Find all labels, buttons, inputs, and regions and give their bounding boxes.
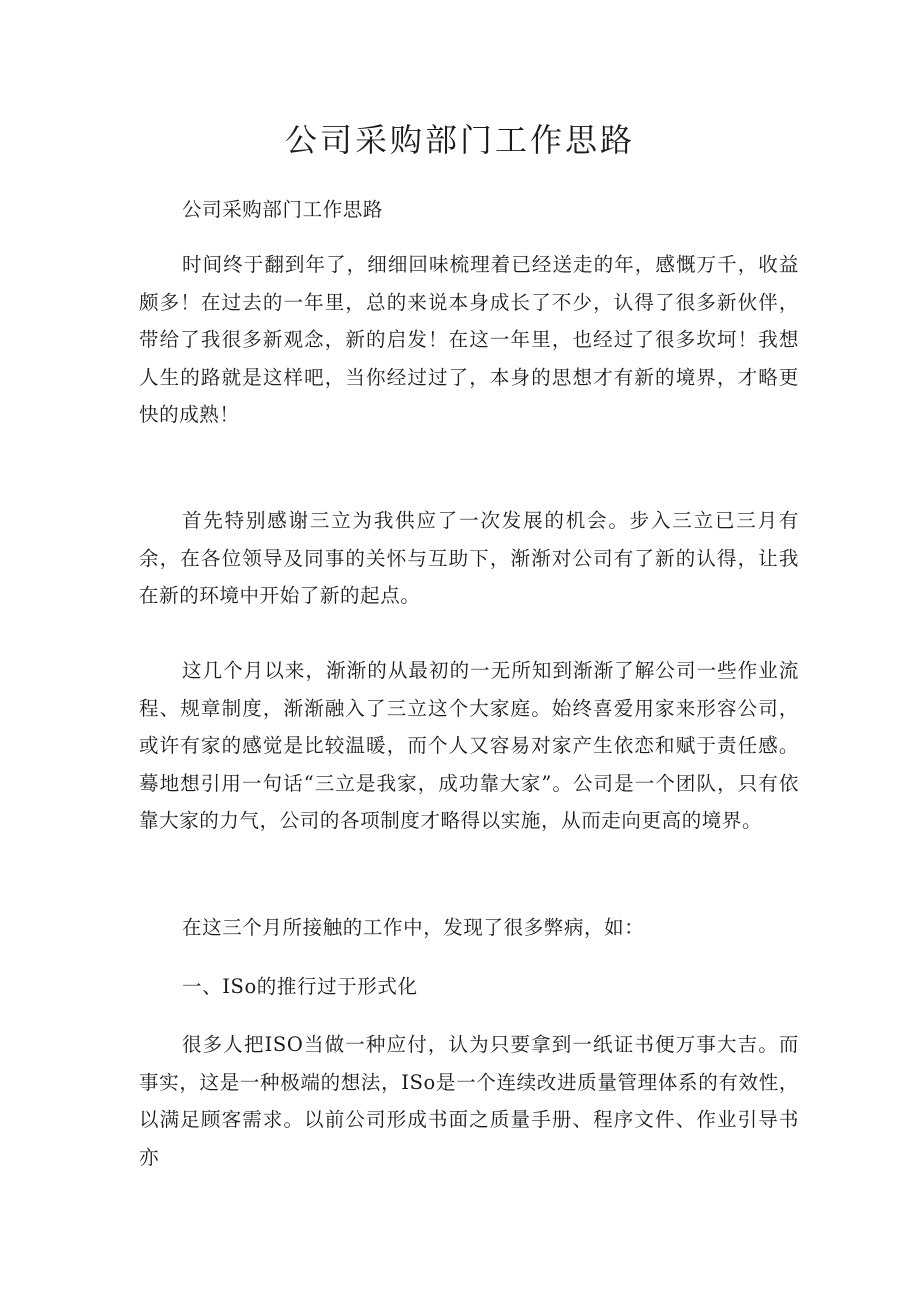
section-heading-iso: 一、ISo的推行过于形式化	[182, 975, 418, 998]
paragraph-problems-intro: 在这三个月所接触的工作中，发现了很多弊病，如：	[182, 916, 645, 939]
paragraph-intro: 时间终于翻到年了，细细回味梳理着已经送走的年，感慨万千，收益颇多！在过去的一年里，总的来说本身成长了不少，认得了很多新伙伴，带给了我很多新观念，新的启发！在这一年里，也经过了很多坎坷！我想人生的路就是这样吧，当你经过过了，本身的思想才有新的境界，才略更快的成熟！	[139, 253, 799, 426]
paragraph-team: 这几个月以来，渐渐的从最初的一无所知到渐渐了解公司一些作业流程、规章制度，渐渐融入了三立这个大家庭。始终喜爱用家来形容公司，或许有家的感觉是比较温暖，而个人又容易对家产生依恋和赋于责任感。蓦地想引用一句话“三立是我家，成功靠大家”。公司是一个团队，只有依靠大家的力气，公司的各项制度才略得以实施，从而走向更高的境界。	[139, 659, 799, 832]
paragraph-thanks: 首先特别感谢三立为我供应了一次发展的机会。步入三立已三月有余，在各位领导及同事的关怀与互助下，渐渐对公司有了新的认得，让我在新的环境中开始了新的起点。	[139, 509, 799, 607]
document-subtitle: 公司采购部门工作思路	[182, 198, 384, 221]
paragraph-iso: 很多人把ISO当做一种应付，认为只要拿到一纸证书便万事大吉。而事实，这是一种极端的想法，ISo是一个连续改进质量管理体系的有效性，以满足顾客需求。以前公司形成书面之质量手册、程序文件、作业引导书亦	[139, 1033, 799, 1169]
document-title: 公司采购部门工作思路	[284, 121, 635, 159]
